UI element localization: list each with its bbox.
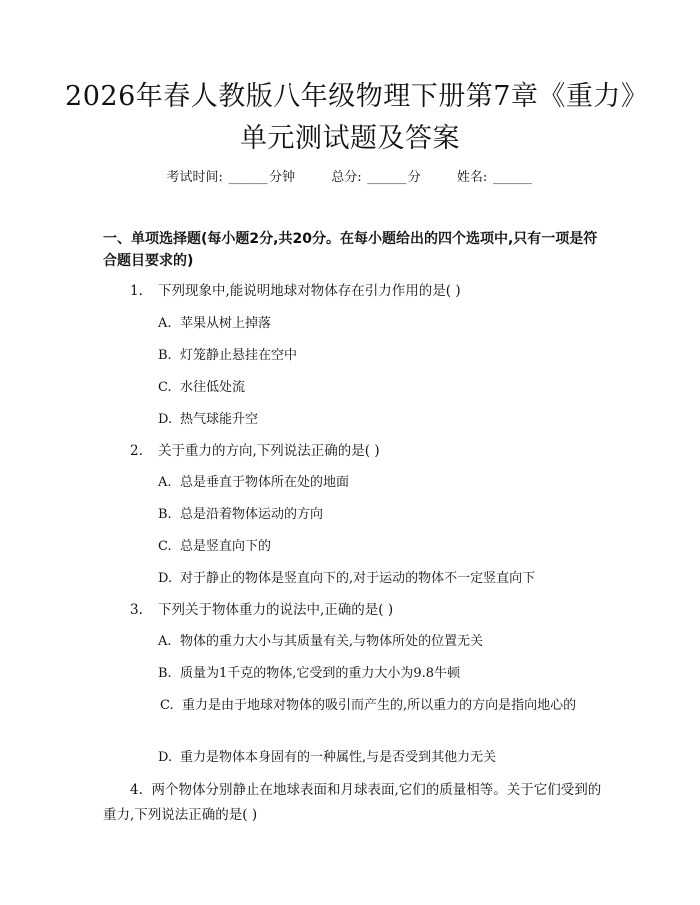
option-text: 物体的重力大小与其质量有关,与物体所处的位置无关 <box>180 634 484 649</box>
score-label: 总分: <box>331 170 362 185</box>
question-text: 关于重力的方向,下列说法正确的是( ) <box>158 443 380 459</box>
option-text: 总是垂直于物体所在处的地面 <box>180 475 350 490</box>
option-3b <box>158 663 460 685</box>
score-unit: 分 <box>407 170 421 185</box>
name-label: 姓名: <box>456 170 488 185</box>
option-letter: D. <box>158 571 173 586</box>
option-text: 苹果从树上掉落 <box>180 316 272 331</box>
option-letter: B. <box>158 348 172 363</box>
question-4 <box>103 778 603 828</box>
time-label: 考试时间: <box>166 170 223 185</box>
option-3d <box>158 747 496 769</box>
option-letter: B. <box>158 666 172 681</box>
option-text: 重力是物体本身固有的一种属性,与是否受到其他力无关 <box>180 750 497 765</box>
document-title: 2026年春人教版八年级物理下册第7章《重力》单元测试题及答案 <box>65 81 635 154</box>
question-3 <box>130 599 393 621</box>
option-letter: C. <box>158 539 172 554</box>
option-text: 热气球能升空 <box>180 412 259 427</box>
option-letter: D. <box>158 412 173 427</box>
option-letter: A. <box>158 475 172 490</box>
time-blank: ______ <box>228 170 268 185</box>
option-3a <box>158 631 483 653</box>
option-text: 总是沿着物体运动的方向 <box>180 507 324 522</box>
option-2d <box>158 568 535 590</box>
option-text: 质量为1千克的物体,它受到的重力大小为9.8牛顿 <box>180 666 461 681</box>
option-letter: C. <box>160 698 174 713</box>
time-unit: 分钟 <box>269 170 296 185</box>
name-blank: ______ <box>492 170 532 185</box>
score-blank: ______ <box>367 170 407 185</box>
option-letter: C. <box>158 380 172 395</box>
option-letter: D. <box>158 750 173 765</box>
question-number: 1. <box>130 283 143 299</box>
option-1b <box>158 345 297 367</box>
question-text: 下列现象中,能说明地球对物体存在引力作用的是( ) <box>158 283 461 299</box>
question-number: 2. <box>130 443 143 459</box>
option-text: 对于静止的物体是竖直向下的,对于运动的物体不一定竖直向下 <box>180 571 536 586</box>
option-2a <box>158 472 349 494</box>
student-name <box>457 168 534 188</box>
option-1d <box>158 409 258 431</box>
question-number: 4. <box>130 782 143 798</box>
exam-time <box>167 168 296 188</box>
option-1c <box>158 377 245 399</box>
option-letter: B. <box>158 507 172 522</box>
question-2 <box>130 440 380 462</box>
option-2b <box>158 504 323 526</box>
option-1a <box>158 313 271 335</box>
option-2c <box>158 536 271 558</box>
section-heading-single-choice: 一、单项选择题(每小题2分,共20分。在每小题给出的四个选项中,只有一项是符合题目要求的) <box>103 231 598 269</box>
option-text: 重力是由于地球对物体的吸引而产生的,所以重力的方向是指向地心的 <box>182 698 577 713</box>
option-text: 灯笼静止悬挂在空中 <box>180 348 298 363</box>
option-letter: A. <box>158 634 172 649</box>
question-number: 3. <box>130 602 143 618</box>
option-3c <box>103 695 603 717</box>
exam-meta-line <box>0 168 700 188</box>
question-1 <box>130 280 461 302</box>
question-text: 下列关于物体重力的说法中,正确的是( ) <box>158 602 394 618</box>
option-text: 总是竖直向下的 <box>180 539 272 554</box>
option-letter: A. <box>158 316 172 331</box>
total-score <box>331 168 421 188</box>
option-text: 水往低处流 <box>180 380 246 395</box>
question-text: 两个物体分别静止在地球表面和月球表面,它们的质量相等。关于它们受到的重力,下列说法正确的是( ) <box>103 782 602 823</box>
